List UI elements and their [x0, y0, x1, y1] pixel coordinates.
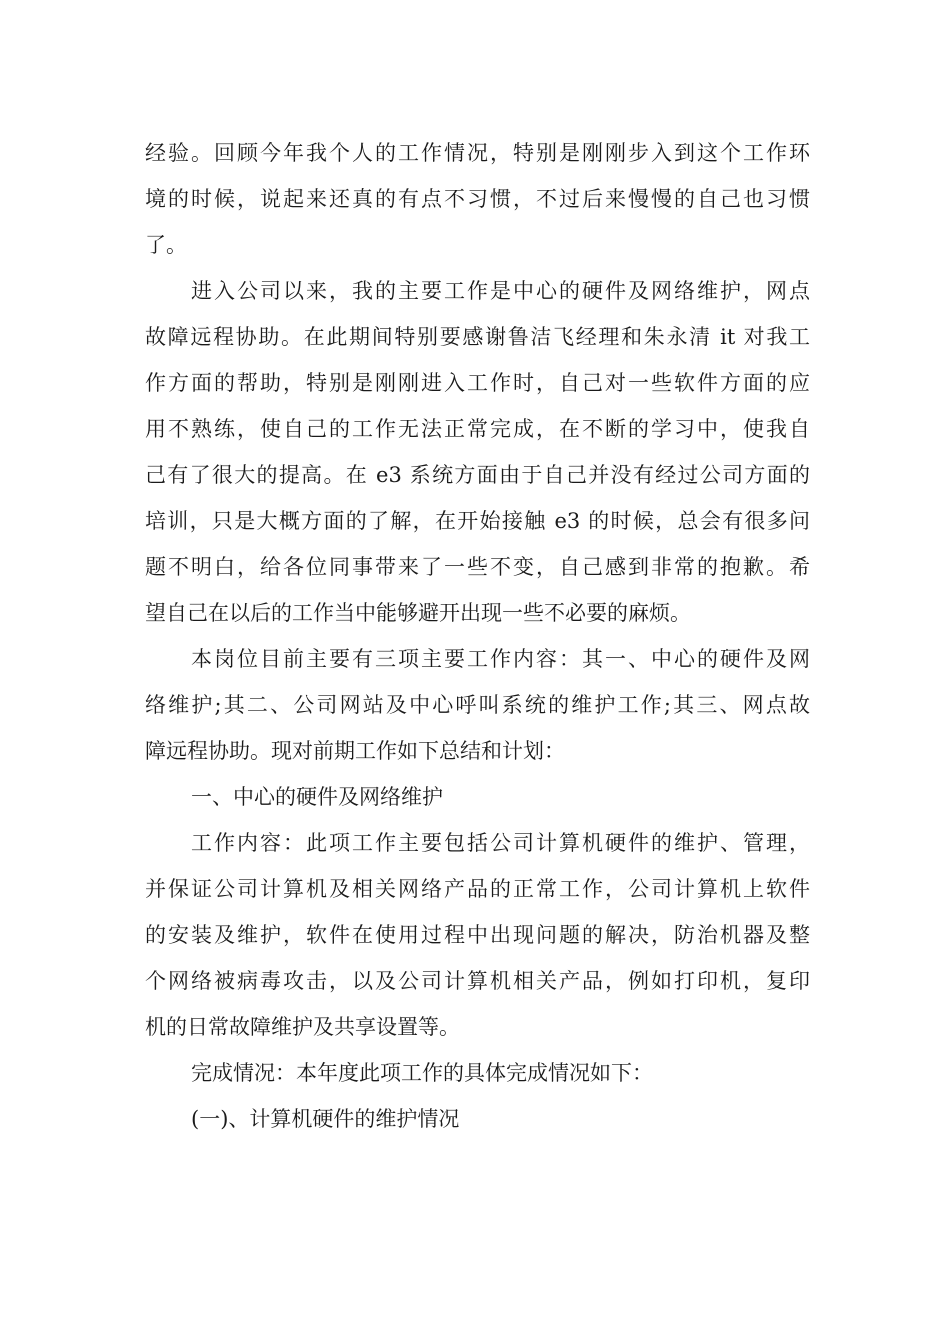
text-line: 望自己在以后的工作当中能够避开出现一些不必要的麻烦。 [145, 601, 691, 625]
text-line: 用不熟练，使自己的工作无法正常完成，在不断的学习中，使我自 [145, 417, 810, 441]
body-text [145, 130, 810, 1142]
text-line: 个网络被病毒攻击，以及公司计算机相关产品，例如打印机，复印 [145, 969, 810, 993]
paragraph-first-line: 本岗位目前主要有三项主要工作内容：其一、中心的硬件及网 [191, 647, 810, 671]
text-line: 并保证公司计算机及相关网络产品的正常工作，公司计算机上软件 [145, 877, 810, 901]
text-line: 作方面的帮助，特别是刚刚进入工作时，自己对一些软件方面的应 [145, 371, 810, 395]
text-line: 境的时候，说起来还真的有点不习惯，不过后来慢慢的自己也习惯 [145, 187, 810, 211]
paragraph-first-line: 进入公司以来，我的主要工作是中心的硬件及网络维护，网点 [191, 279, 810, 303]
text-line: 培训，只是大概方面的了解，在开始接触 e3 的时候，总会有很多问 [145, 509, 810, 533]
text-line: 己有了很大的提高。在 e3 系统方面由于自己并没有经过公司方面的 [145, 463, 810, 487]
paragraph-first-line: 工作内容：此项工作主要包括公司计算机硬件的维护、管理， [191, 831, 810, 855]
subsection-heading: (一)、计算机硬件的维护情况 [191, 1107, 460, 1131]
text-line: 机的日常故障维护及共享设置等。 [145, 1015, 460, 1039]
text-line: 络维护;其二、公司网站及中心呼叫系统的维护工作;其三、网点故 [145, 693, 810, 717]
section-heading: 一、中心的硬件及网络维护 [191, 785, 443, 809]
text-line: 障远程协助。现对前期工作如下总结和计划： [145, 739, 565, 763]
paragraph-first-line: 完成情况：本年度此项工作的具体完成情况如下： [191, 1061, 653, 1085]
text-line: 经验。回顾今年我个人的工作情况，特别是刚刚步入到这个工作环 [145, 141, 810, 165]
text-line: 题不明白，给各位同事带来了一些不变，自己感到非常的抱歉。希 [145, 555, 810, 579]
text-line: 故障远程协助。在此期间特别要感谢鲁洁飞经理和朱永清 it 对我工 [145, 325, 810, 349]
text-line: 的安装及维护，软件在使用过程中出现问题的解决，防治机器及整 [145, 923, 810, 947]
text-line: 了。 [145, 233, 187, 257]
